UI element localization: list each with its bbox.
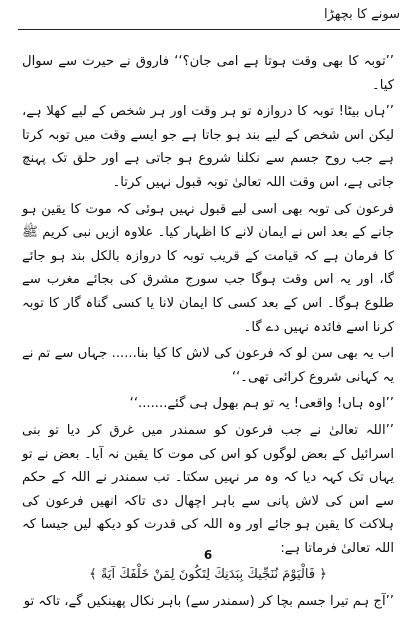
running-title: سونے کا بچھڑا [323, 7, 400, 22]
verse-translation: ’’آج ہم تیرا جسم بچا کر (سمندر سے) باہر نکال پھینکیں گے، تاکہ تو [23, 594, 394, 610]
quran-verse: ﴿ فَالْيَوْمَ نُنَجِّيكَ بِبَدَنِكَ لِتَكُونَ لِمَنْ خَلْفَكَ آيَةً ﴾ [89, 567, 327, 583]
paragraph: ’’اوہ ہاں! واقعی! یہ تو ہم بھول ہی گئے.......‘‘ [129, 396, 394, 412]
paragraph: ’’اللہ تعالیٰ نے جب فرعون کو سمندر میں غرق کر دیا تو بنی اسرائیل کے بعض لوگوں کو اس کی موت کا یقین نہ آیا۔ بعض نے تو یہاں تک کہہ دیا کہ وہ مر نہیں سکتا۔ تب سمندر نے اللہ کے حکم سے اس کی لاش پانی سے باہر اچھال دی تاکہ انھیں فرعون کی ہلاکت کا یقین ہو جائے اور وہ اللہ کی قدرت کو دیکھ لیں جیسا کہ اللہ تعالیٰ فرماتا ہے: [22, 422, 394, 556]
page-number: 6 [203, 548, 213, 562]
page-header [0, 4, 416, 34]
header-rule [18, 29, 400, 30]
paragraph: ’’ہاں بیٹا! توبہ کا دروازہ تو ہر وقت اور ہر شخص کے لیے کھلا ہے، لیکن اس شخص کے لیے بند ہو جاتا ہے جو ایسے وقت میں توبہ کرتا ہے جب روح جسم سے نکلنا شروع ہو جاتی ہے اور حلق تک پہنچ جاتی ہے، اس وقت اللہ تعالیٰ توبہ قبول نہیں کرتا۔ [22, 104, 394, 190]
paragraph: اب یہ بھی سن لو کہ فرعون کی لاش کا کیا بنا...... جہاں سے تم نے یہ کہانی شروع کرائی تھی۔‘‘ [22, 346, 394, 385]
page-body [22, 50, 394, 617]
paragraph: ’’توبہ کا بھی وقت ہوتا ہے امی جان؟‘‘ فاروق نے حیرت سے سوال کیا۔ [22, 54, 394, 93]
paragraph: فرعون کی توبہ بھی اسی لیے قبول نہیں ہوئی کہ موت کا یقین ہو جانے کے بعد اس نے ایمان لانے کا اظہار کیا۔ علاوہ ازیں نبی کریم ﷺ کا فرمان ہے کہ قیامت کے قریب توبہ کا دروازہ بالکل بند ہو جائے گا، اور یہ اس وقت ہوگا جب سورج مشرق کی بجائے مغرب سے طلوع ہوگا۔ اس کے بعد کسی کا ایمان لانا یا کسی گناہ گار کا توبہ کرنا اسے فائدہ نہیں دے گا۔ [22, 201, 394, 335]
